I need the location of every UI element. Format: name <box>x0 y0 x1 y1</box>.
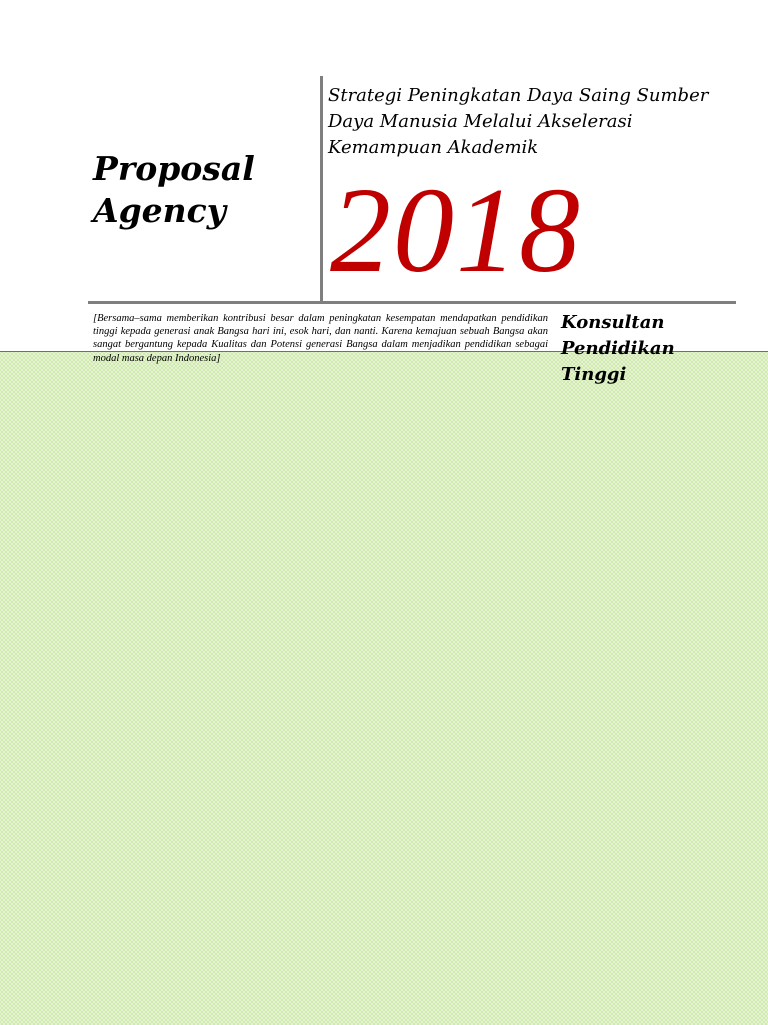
horizontal-divider <box>88 301 736 304</box>
subtitle-line-2: Daya Manusia Melalui Akselerasi <box>328 111 633 132</box>
subtitle-line-1: Strategi Peningkatan Daya Saing Sumber <box>328 85 709 106</box>
vertical-divider <box>320 76 323 301</box>
year-label: 2018 <box>330 163 582 298</box>
title-line-2: Agency <box>93 191 226 230</box>
organization-label <box>561 310 751 388</box>
proposal-title <box>93 148 308 232</box>
side-label-line-3: Tinggi <box>561 364 627 385</box>
green-dotted-pattern-background <box>0 351 768 1025</box>
proposal-subtitle <box>328 83 748 161</box>
subtitle-line-3: Kemampuan Akademik <box>328 137 539 158</box>
side-label-line-1: Konsultan <box>561 312 665 333</box>
abstract-text: [Bersama–sama memberikan kontribusi besar dalam peningkatan kesempatan mendapatkan pendidikan tinggi kepada generasi anak Bangsa hari ini, esok hari, dan nanti. Karena kemajuan sebuah Bangsa akan sangat bergantung kepada Kualitas dan Potensi generasi Bangsa dalam menjadikan pendidikan sebagai modal masa depan Indonesia] <box>93 313 548 364</box>
side-label-line-2: Pendidikan <box>561 338 675 359</box>
title-line-1: Proposal <box>93 149 255 188</box>
